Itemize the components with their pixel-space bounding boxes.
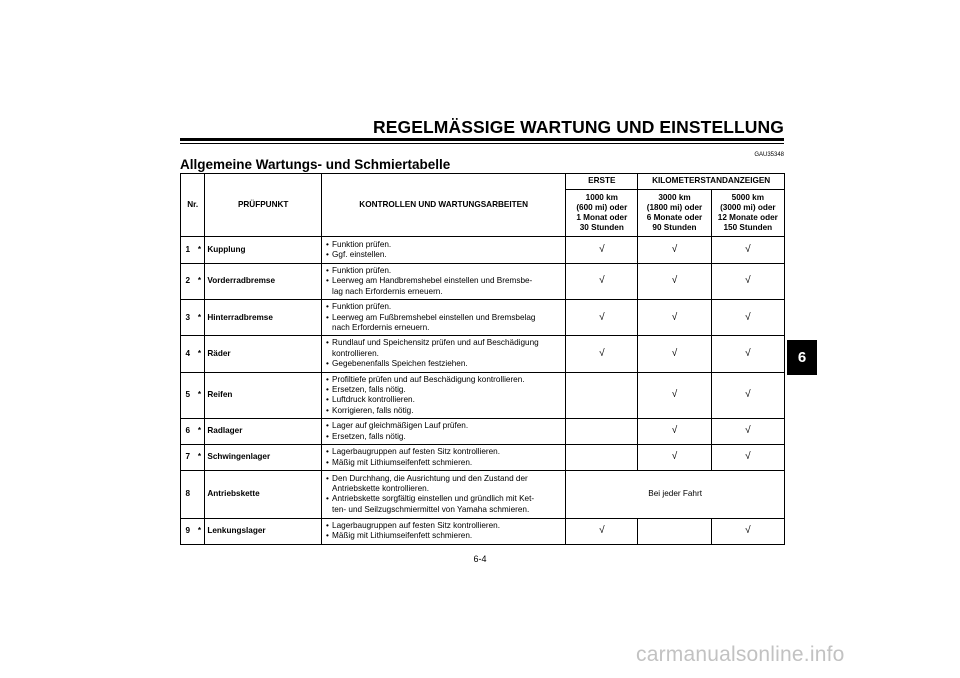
page-number: 6-4 — [473, 554, 487, 564]
row-number: 9 — [181, 518, 195, 544]
row-item: Räder — [205, 336, 322, 372]
header-erste: ERSTE — [566, 174, 638, 190]
row-item: Lenkungslager — [205, 518, 322, 544]
work-bullet: • Antriebskette sorgfältig einstellen und gründlich mit Ket- ten- und Seilzugschmiermittel von Yamaha schmieren. — [326, 494, 562, 515]
check-mark: √ — [566, 264, 638, 300]
table-row — [181, 300, 785, 336]
header-col3-line: (3000 mi) oder — [720, 202, 776, 212]
header-item: PRÜFPUNKT — [205, 174, 322, 237]
header-col2-line: 6 Monate oder — [646, 213, 703, 222]
work-bullet: • Profiltiefe prüfen und auf Beschädigung kontrollieren. — [326, 375, 562, 385]
work-bullet: • Funktion prüfen. — [326, 240, 562, 250]
check-mark: √ — [711, 372, 784, 419]
work-bullet: • Mäßig mit Lithiumseifenfett schmieren. — [326, 458, 562, 468]
row-number: 5 — [181, 372, 195, 419]
header-col2-line: 90 Stunden — [652, 223, 697, 233]
row-item: Antriebskette — [205, 470, 322, 518]
check-mark: √ — [711, 518, 784, 544]
check-mark: √ — [638, 237, 711, 264]
row-star-marker: * — [195, 518, 205, 544]
check-mark: √ — [638, 372, 711, 419]
header-col2 — [638, 190, 711, 237]
work-bullet: • Funktion prüfen. — [326, 266, 562, 276]
check-mark: √ — [711, 264, 784, 300]
check-mark — [566, 445, 638, 471]
header-work: KONTROLLEN UND WARTUNGSARBEITEN — [322, 174, 566, 237]
row-interval-span: Bei jeder Fahrt — [566, 470, 785, 518]
work-bullet: • Lagerbaugruppen auf festen Sitz kontrollieren. — [326, 521, 562, 531]
work-bullet: • Funktion prüfen. — [326, 302, 562, 312]
work-bullet: • Luftdruck kontrollieren. — [326, 395, 562, 405]
table-row — [181, 445, 785, 471]
work-bullet: • Leerweg am Fußbremshebel einstellen und Bremsbelag nach Erfordernis erneuern. — [326, 313, 562, 334]
section-code: GAU35348 — [754, 152, 784, 158]
header-col3 — [711, 190, 784, 237]
row-work — [322, 300, 566, 336]
check-mark: √ — [566, 518, 638, 544]
work-bullet: • Lager auf gleichmäßigen Lauf prüfen. — [326, 421, 562, 431]
chapter-tab: 6 — [787, 340, 817, 375]
check-mark: √ — [638, 419, 711, 445]
work-bullet: • Leerweg am Handbremshebel einstellen und Bremsbe- lag nach Erfordernis erneuern. — [326, 276, 562, 297]
row-work — [322, 237, 566, 264]
check-mark: √ — [638, 445, 711, 471]
table-row — [181, 237, 785, 264]
work-bullet: • Ggf. einstellen. — [326, 250, 562, 260]
row-item: Schwingenlager — [205, 445, 322, 471]
table-row — [181, 372, 785, 419]
check-mark — [566, 372, 638, 419]
header-nr: Nr. — [181, 174, 205, 237]
table-row — [181, 419, 785, 445]
check-mark: √ — [711, 419, 784, 445]
header-col1-line: 30 Stunden — [579, 223, 624, 233]
row-star-marker: * — [195, 372, 205, 419]
check-mark: √ — [711, 300, 784, 336]
page-title: REGELMÄSSIGE WARTUNG UND EINSTELLUNG — [373, 117, 784, 137]
check-mark: √ — [566, 300, 638, 336]
check-mark: √ — [638, 264, 711, 300]
check-mark — [638, 518, 711, 544]
work-bullet: • Den Durchhang, die Ausrichtung und den Zustand der Antriebskette kontrollieren. — [326, 474, 562, 495]
work-bullet: • Korrigieren, falls nötig. — [326, 406, 562, 416]
header-col1-line: (600 mi) oder — [576, 202, 628, 212]
row-item: Reifen — [205, 372, 322, 419]
check-mark: √ — [566, 336, 638, 372]
row-star-marker: * — [195, 300, 205, 336]
header-col1 — [566, 190, 638, 237]
row-star-marker: * — [195, 336, 205, 372]
table-row — [181, 336, 785, 372]
row-number: 8 — [181, 470, 195, 518]
work-bullet: • Mäßig mit Lithiumseifenfett schmieren. — [326, 531, 562, 541]
work-bullet: • Gegebenenfalls Speichen festziehen. — [326, 359, 562, 369]
row-star-marker — [195, 470, 205, 518]
header-col3-line: 12 Monate oder — [717, 213, 778, 222]
check-mark: √ — [711, 445, 784, 471]
row-work — [322, 372, 566, 419]
row-number: 7 — [181, 445, 195, 471]
header-km-group: KILOMETERSTANDANZEIGEN — [638, 174, 785, 190]
row-number: 6 — [181, 419, 195, 445]
section-title: Allgemeine Wartungs- und Schmiertabelle — [180, 157, 451, 172]
row-star-marker: * — [195, 264, 205, 300]
header-col3-line: 150 Stunden — [723, 223, 773, 233]
check-mark: √ — [638, 336, 711, 372]
row-item: Hinterradbremse — [205, 300, 322, 336]
header-col1-line: 1 Monat oder — [576, 213, 628, 222]
check-mark: √ — [711, 237, 784, 264]
work-bullet: • Ersetzen, falls nötig. — [326, 432, 562, 442]
table-row — [181, 470, 785, 518]
header-col3-line: 5000 km — [731, 192, 764, 202]
row-work — [322, 518, 566, 544]
row-number: 3 — [181, 300, 195, 336]
title-rule-thick — [180, 138, 784, 141]
work-bullet: • Lagerbaugruppen auf festen Sitz kontrollieren. — [326, 447, 562, 457]
row-work — [322, 470, 566, 518]
check-mark: √ — [711, 336, 784, 372]
row-star-marker: * — [195, 237, 205, 264]
row-work — [322, 264, 566, 300]
row-number: 1 — [181, 237, 195, 264]
check-mark: √ — [566, 237, 638, 264]
row-work — [322, 336, 566, 372]
row-work — [322, 419, 566, 445]
row-item: Radlager — [205, 419, 322, 445]
watermark: carmanualsonline.info — [636, 643, 845, 666]
table-row — [181, 518, 785, 544]
table-header-row — [181, 174, 785, 190]
work-bullet: • Rundlauf und Speichensitz prüfen und auf Beschädigung kontrollieren. — [326, 338, 562, 359]
row-star-marker: * — [195, 445, 205, 471]
maintenance-table — [180, 173, 785, 545]
header-col2-line: (1800 mi) oder — [646, 202, 703, 212]
header-col2-line: 3000 km — [658, 192, 691, 202]
row-star-marker: * — [195, 419, 205, 445]
header-col1-line: 1000 km — [585, 192, 618, 202]
row-item: Kupplung — [205, 237, 322, 264]
row-work — [322, 445, 566, 471]
work-bullet: • Ersetzen, falls nötig. — [326, 385, 562, 395]
check-mark — [566, 419, 638, 445]
check-mark: √ — [638, 300, 711, 336]
row-item: Vorderradbremse — [205, 264, 322, 300]
row-number: 4 — [181, 336, 195, 372]
table-body — [181, 237, 785, 545]
table-row — [181, 264, 785, 300]
row-number: 2 — [181, 264, 195, 300]
title-rule-thin — [180, 143, 784, 144]
